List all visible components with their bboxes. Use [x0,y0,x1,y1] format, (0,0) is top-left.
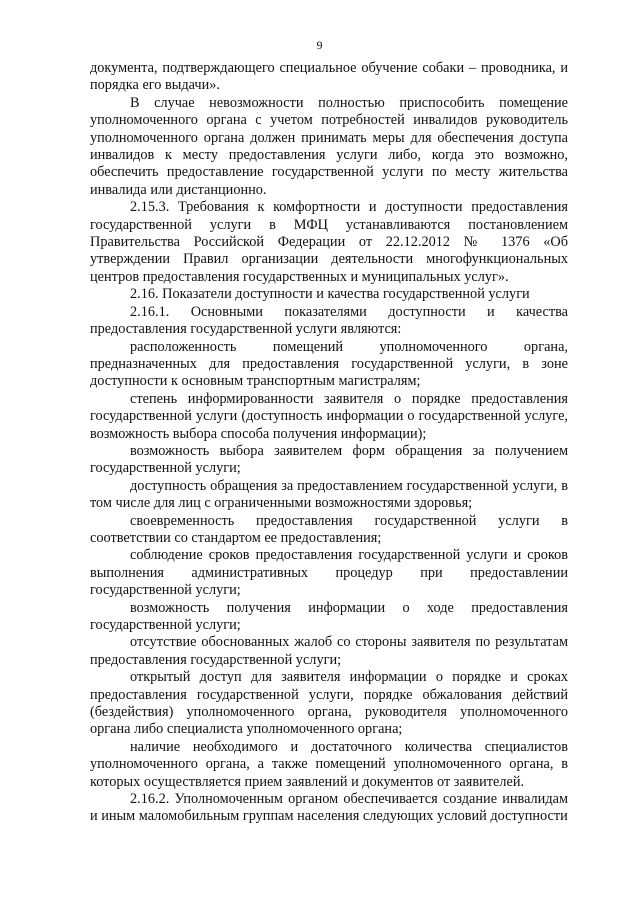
list-item-progress-info: возможность получения информации о ходе предоставления государственной услуги; [90,599,568,633]
document-body [90,60,568,826]
paragraph-3: 2.15.3. Требования к комфортности и доступности предоставления государственной услуги в МФЦ устанавливаются постановлением Правительства Российской Федерации от 22.12.2012 № 1376 «Об утверждении Правил организации деятельности многофункциональных центров предоставления государственных и муниципальных услуг». [90,199,568,285]
list-item-location: расположенность помещений уполномоченного органа, предназначенных для предоставления государственной услуги, в зоне доступности к основным транспортным магистралям; [90,338,568,390]
paragraph-5: 2.16.1. Основными показателями доступности и качества предоставления государственной услуги являются: [90,303,568,338]
section-heading-2-16: 2.16. Показатели доступности и качества государственной услуги [130,286,530,303]
list-item-accessibility: доступность обращения за предоставлением государственной услуги, в том числе для лиц с ограниченными возможностями здоровья; [90,477,568,512]
list-item-form-choice: возможность выбора заявителем форм обращения за получением государственной услуги; [90,442,568,477]
list-item-open-access: открытый доступ для заявителя информации о порядке и сроках предоставления государственной услуги, порядке обжалования действий (бездействия) уполномоченного органа, руководителя уполномоченного органа либо специалиста уполномоченного органа; [90,669,568,738]
paragraph-2-16-2: 2.16.2. Уполномоченным органом обеспечивается создание инвалидам и иным маломобильным группам населения следующих условий доступности [90,791,568,825]
list-item-informedness: степень информированности заявителя о порядке предоставления государственной услуги (доступность информации о государственной услуге, возможность выбора способа получения информации); [90,390,568,442]
list-item-staffing: наличие необходимого и достаточного количества специалистов уполномоченного органа, а также помещений уполномоченного органа, в которых осуществляется прием заявлений и документов от заявителей. [90,738,568,790]
paragraph-1: документа, подтверждающего специальное обучение собаки – проводника, и порядка его выдачи». [90,60,568,94]
list-item-timeliness: своевременность предоставления государственной услуги в соответствии со стандартом ее предоставления; [90,512,568,546]
page-number: 9 [316,38,323,52]
paragraph-2: В случае невозможности полностью приспособить помещение уполномоченного органа с учетом потребностей инвалидов руководитель уполномоченного органа должен принимать меры для обеспечения доступа инвалидов к месту предоставления услуги либо, когда это возможно, обеспечить предоставление государственной услуги по месту жительства инвалида или дистанционно. [90,94,568,198]
list-item-deadlines: соблюдение сроков предоставления государственной услуги и сроков выполнения административных процедур при предоставлении государственной услуги; [90,547,568,599]
list-item-no-complaints: отсутствие обоснованных жалоб со стороны заявителя по результатам предоставления государственной услуги; [90,634,568,668]
